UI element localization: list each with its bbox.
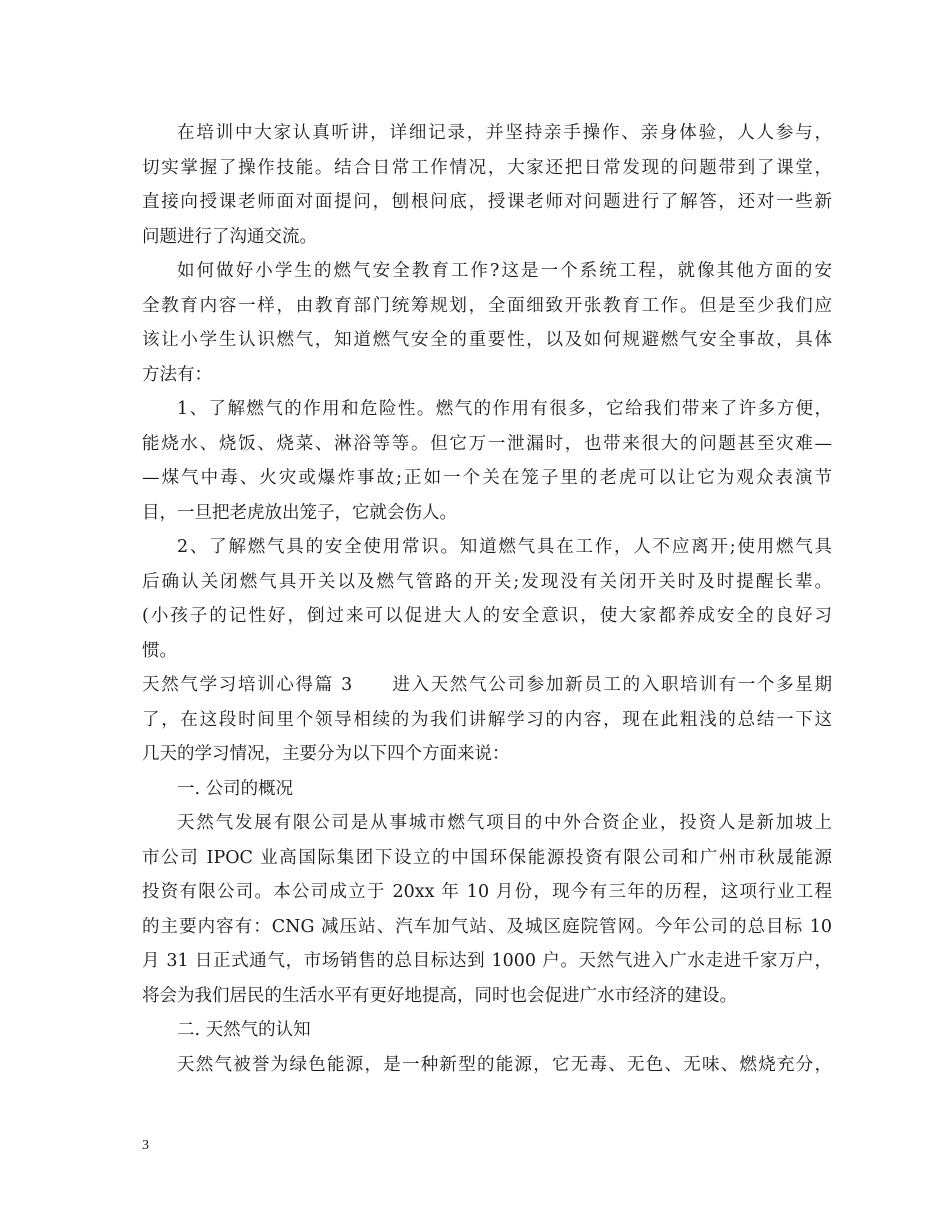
- text-line: 市公司 IPOC 业高国际集团下设立的中国环保能源投资有限公司和广州市秋晟能源: [142, 847, 832, 868]
- text-line: 天然气发展有限公司是从事城市燃气项目的中外合资企业，投资人是新加坡上: [177, 813, 832, 833]
- text-line: —煤气中毒、火灾或爆炸事故;正如一个关在笼子里的老虎可以让它为观众表演节: [142, 468, 832, 488]
- text-line: 1、了解燃气的作用和危险性。燃气的作用有很多，它给我们带来了许多方便，: [177, 399, 832, 419]
- text-line: 直接向授课老师面对面提问，刨根问底，授课老师对问题进行了解答，还对一些新: [142, 192, 832, 212]
- text-line: 投资有限公司。本公司成立于 20xx 年 10 月份，现今有三年的历程，这项行业工程: [142, 882, 832, 902]
- text-line: 将会为我们居民的生活水平有更好地提高，同时也会促进广水市经济的建设。: [142, 985, 737, 1006]
- document-body: [142, 116, 832, 1082]
- page-number: 3: [142, 1138, 149, 1153]
- text-line: 如何做好小学生的燃气安全教育工作?这是一个系统工程，就像其他方面的安: [177, 261, 832, 281]
- text-line: 的主要内容有：CNG 减压站、汽车加气站、及城区庭院管网。今年公司的总目标 10: [142, 916, 832, 937]
- text-line: 目，一旦把老虎放出笼子，它就会伤人。: [142, 502, 457, 523]
- text-line: 几天的学习情况，主要分为以下四个方面来说：: [142, 744, 510, 764]
- text-line: 了，在这段时间里个领导相续的为我们讲解学习的内容，现在此粗浅的总结一下这: [142, 709, 832, 730]
- text-line: (小孩子的记性好，倒过来可以促进大人的安全意识，使大家都养成安全的良好习: [142, 606, 832, 626]
- text-line: 月 31 日正式通气，市场销售的总目标达到 1000 户。天然气进入广水走进千家万户，: [142, 951, 832, 971]
- text-line: 后确认关闭燃气具开关以及燃气管路的开关;发现没有关闭开关时及时提醒长辈。: [142, 571, 832, 592]
- text-line: 天然气学习培训心得篇 3 进入天然气公司参加新员工的入职培训有一个多星期: [142, 675, 832, 695]
- text-line: 天然气被誉为绿色能源，是一种新型的能源，它无毒、无色、无味、燃烧充分，: [177, 1054, 832, 1075]
- text-line: 一. 公司的概况: [177, 778, 294, 799]
- text-line: 问题进行了沟通交流。: [142, 226, 317, 247]
- text-line: 该让小学生认识燃气，知道燃气安全的重要性，以及如何规避燃气安全事故，具体: [142, 330, 832, 350]
- text-line: 2、了解燃气具的安全使用常识。知道燃气具在工作，人不应离开;使用燃气具: [177, 537, 832, 557]
- text-line: 方法有：: [142, 364, 212, 385]
- text-line: 能烧水、烧饭、烧菜、淋浴等等。但它万一泄漏时，也带来很大的问题甚至灾难—: [142, 433, 832, 454]
- text-line: 切实掌握了操作技能。结合日常工作情况，大家还把日常发现的问题带到了课堂，: [142, 157, 832, 178]
- text-line: 惯。: [142, 640, 177, 661]
- text-line: 在培训中大家认真听讲，详细记录，并坚持亲手操作、亲身体验，人人参与，: [177, 123, 832, 143]
- text-line: 二. 天然气的认知: [177, 1020, 311, 1040]
- text-line: 全教育内容一样，由教育部门统筹规划，全面细致开张教育工作。但是至少我们应: [142, 295, 832, 316]
